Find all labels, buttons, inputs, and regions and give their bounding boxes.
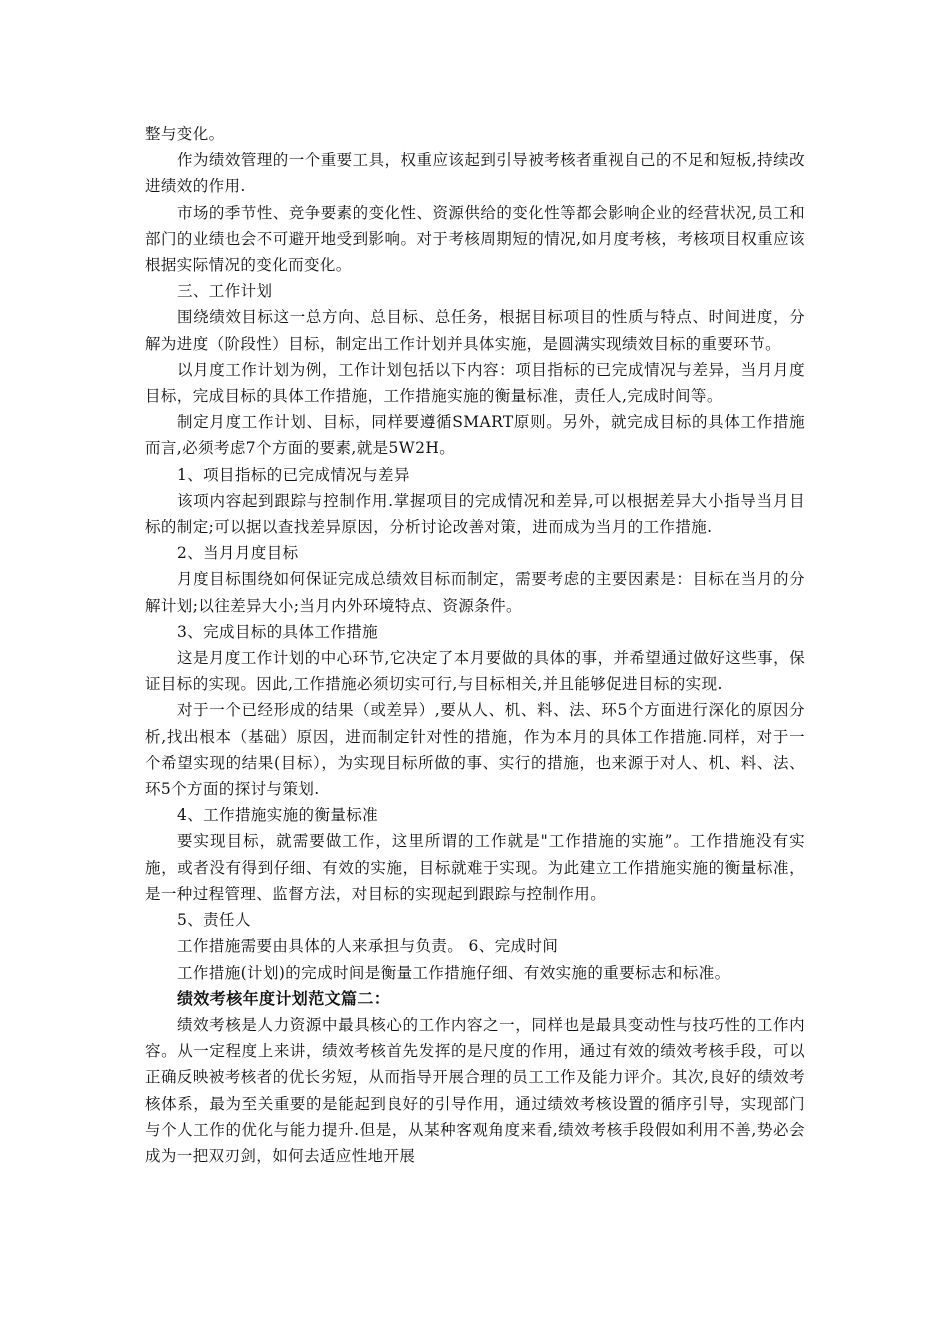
list-item-title: 3、完成目标的具体工作措施 <box>177 622 379 641</box>
paragraph: 月度目标围绕如何保证完成总绩效目标而制定，需要考虑的主要因素是：目标在当月的分解计划;以往差异大小;当月内外环境特点、资源条件。 <box>145 570 805 615</box>
section-heading: 绩效考核年度计划范文篇二： <box>177 988 391 1008</box>
section-title: 三、工作计划 <box>177 282 273 301</box>
paragraph: 整与变化。 <box>145 125 225 143</box>
paragraph: 这是月度工作计划的中心环节,它决定了本月要做的具体的事，并希望通过做好这些事，保证目标的实现。因此,工作措施必须切实可行,与目标相关,并且能够促进目标的实现. <box>145 649 805 694</box>
paragraph: 要实现目标，就需要做工作，这里所谓的工作就是"工作措施的实施”。工作措施没有实施，或者没有得到仔细、有效的实施，目标就难于实现。为此建立工作措施实施的衡量标准，是一种过程管理、监督方法，对目标的实现起到跟踪与控制作用。 <box>145 832 805 903</box>
paragraph: 围绕绩效目标这一总方向、总目标、总任务，根据目标项目的性质与特点、时间进度，分解为进度（阶段性）目标，制定出工作计划并具体实施，是圆满实现绩效目标的重要环节。 <box>145 308 805 353</box>
paragraph: 制定月度工作计划、目标，同样要遵循SMART原则。另外，就完成目标的具体工作措施而言,必须考虑7个方面的要素,就是5W2H。 <box>145 413 805 458</box>
list-item-title: 5、责任人 <box>177 911 251 930</box>
document-page <box>145 121 805 1169</box>
paragraph: 工作措施(计划)的完成时间是衡量工作措施仔细、有效实施的重要标志和标准。 <box>177 963 731 982</box>
paragraph: 工作措施需要由具体的人来承担与负责。 6、完成时间 <box>177 937 559 956</box>
paragraph: 作为绩效管理的一个重要工具，权重应该起到引导被考核者重视自己的不足和短板,持续改进绩效的作用. <box>145 151 805 196</box>
paragraph: 对于一个已经形成的结果（或差异）,要从人、机、料、法、环5个方面进行深化的原因分析,找出根本（基础）原因，进而制定针对性的措施，作为本月的具体工作措施.同样，对于一个希望实现的结果(目标），为实现目标所做的事、实行的措施，也来源于对人、机、料、法、环5个方面的探讨与策划. <box>145 701 805 799</box>
paragraph: 该项内容起到跟踪与控制作用.掌握项目的完成情况和差异,可以根据差异大小指导当月目标的制定;可以据以查找差异原因，分析讨论改善对策，进而成为当月的工作措施. <box>145 491 805 537</box>
paragraph: 绩效考核是人力资源中最具核心的工作内容之一，同样也是最具变动性与技巧性的工作内容。从一定程度上来讲，绩效考核首先发挥的是尺度的作用，通过有效的绩效考核手段，可以正确反映被考核者的优长劣短，从而指导开展合理的员工工作及能力评介。其次,良好的绩效考核体系，最为至关重要的是能起到良好的引导作用，通过绩效考核设置的循序引导，实现部门与个人工作的优化与能力提升.但是，从某种客观角度来看,绩效考核手段假如利用不善,势必会成为一把双刃剑，如何去适应性地开展 <box>145 1015 805 1165</box>
list-item-title: 4、工作措施实施的衡量标准 <box>177 806 379 825</box>
paragraph: 以月度工作计划为例，工作计划包括以下内容：项目指标的已完成情况与差异，当月月度目标，完成目标的具体工作措施，工作措施实施的衡量标准，责任人,完成时间等。 <box>145 360 805 406</box>
list-item-title: 1、项目指标的已完成情况与差异 <box>177 465 410 484</box>
list-item-title: 2、当月月度目标 <box>177 544 299 563</box>
paragraph: 市场的季节性、竞争要素的变化性、资源供给的变化性等都会影响企业的经营状况,员工和部门的业绩也会不可避开地受到影响。对于考核周期短的情况,如月度考核，考核项目权重应该根据实际情况的变化而变化。 <box>145 203 805 275</box>
